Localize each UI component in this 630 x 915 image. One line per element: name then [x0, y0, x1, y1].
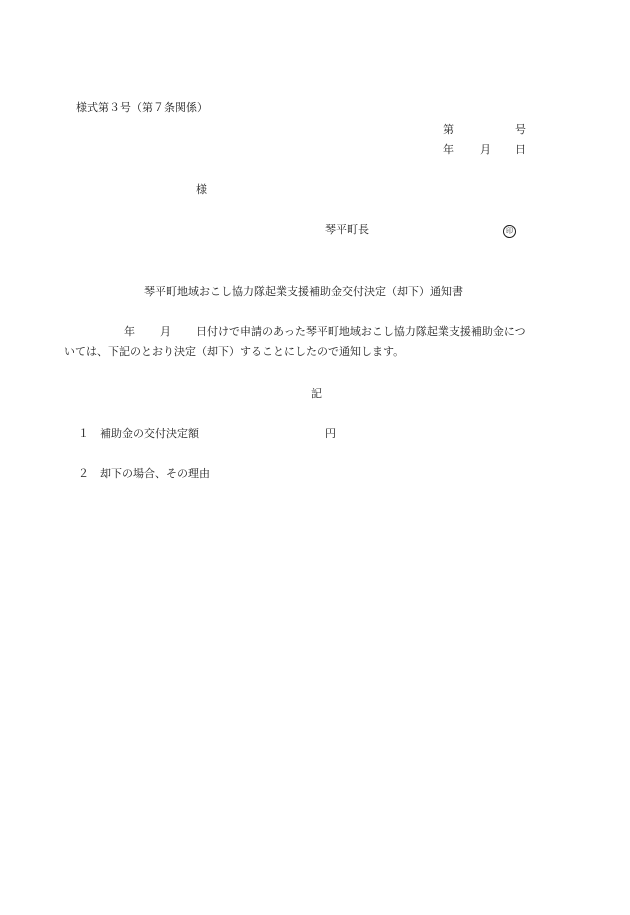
seal-mark: 印: [503, 224, 516, 238]
date-month: 月: [480, 143, 491, 156]
body-line-1: 日付けで申請のあった琴平町地域おこし協力隊起業支援補助金につ: [196, 325, 526, 338]
item-2-number: ２: [78, 467, 89, 480]
addressee-honorific: 様: [196, 183, 207, 196]
body-month: 月: [160, 325, 171, 338]
item-1-number: １: [78, 427, 89, 440]
date-day: 日: [515, 143, 526, 156]
body-line-2: いては、下記のとおり決定（却下）することにしたので通知します。: [64, 345, 405, 358]
number-prefix: 第: [443, 123, 454, 136]
number-suffix: 号: [515, 123, 526, 136]
item-2-label: 却下の場合、その理由: [100, 467, 210, 480]
item-1-label: 補助金の交付決定額: [100, 427, 199, 440]
issuer-name: 琴平町長: [325, 223, 369, 236]
body-year: 年: [124, 325, 135, 338]
form-label: 様式第３号（第７条関係）: [76, 101, 208, 114]
document-title: 琴平町地域おこし協力隊起業支援補助金交付決定（却下）通知書: [144, 285, 463, 298]
item-1-unit: 円: [325, 427, 336, 440]
ki-heading: 記: [311, 387, 322, 400]
date-year: 年: [443, 143, 454, 156]
